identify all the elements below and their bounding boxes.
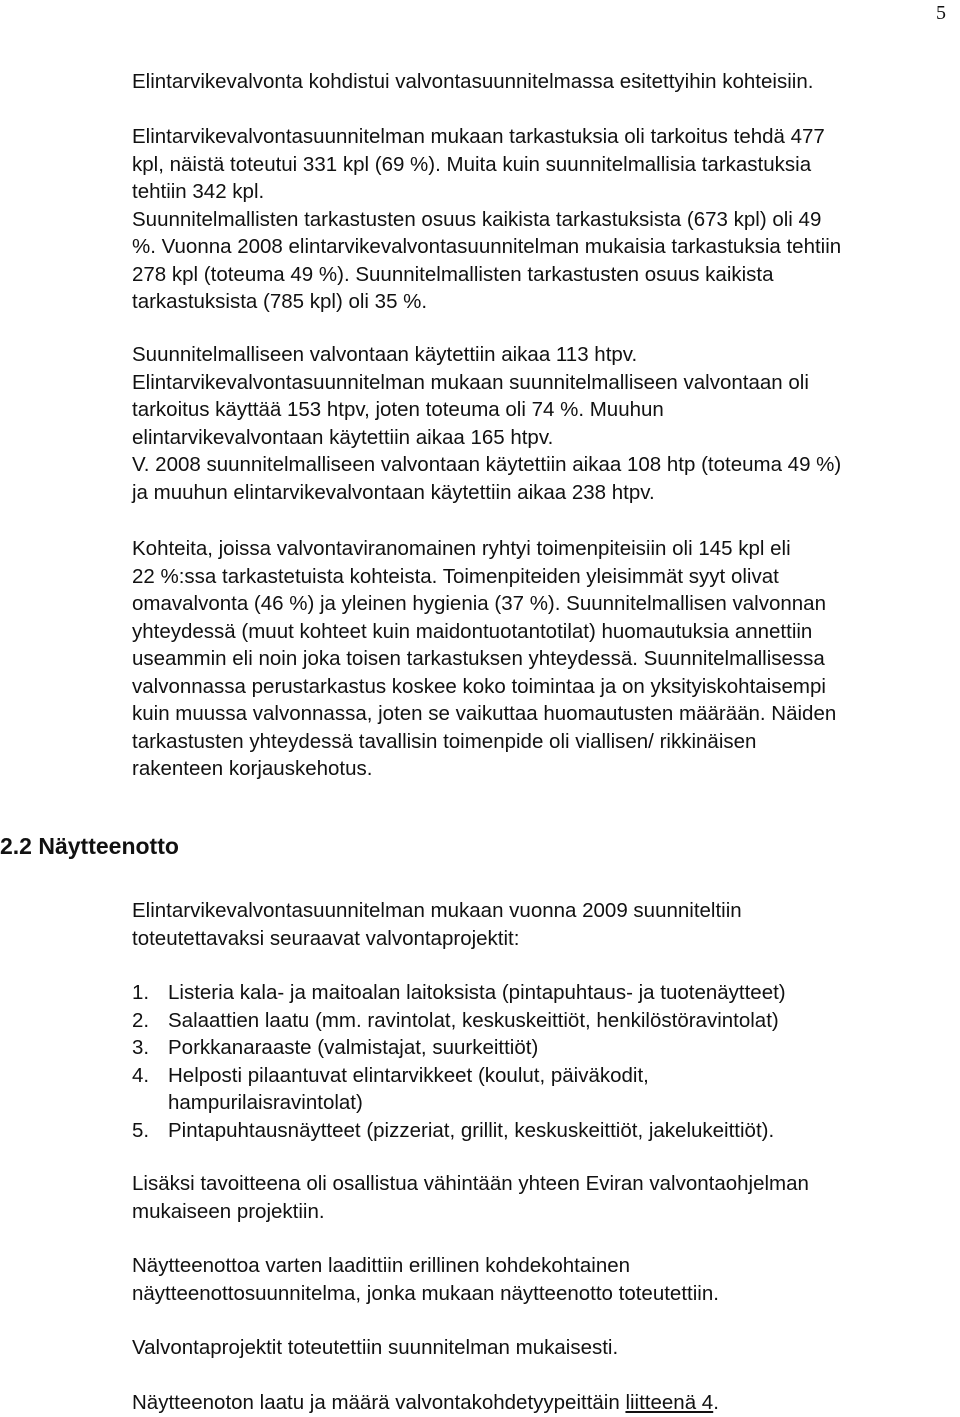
text-line: Näytteenottoa varten laadittiin erillinen kohdekohtainen <box>132 1254 631 1277</box>
list-text: Helposti pilaantuvat elintarvikkeet (koulut, päiväkodit, <box>168 1063 649 1087</box>
text-line: tarkastuksista (785 kpl) oli 35 %. <box>132 290 428 313</box>
text-line: 278 kpl (toteuma 49 %). Suunnitelmallisten tarkastusten osuus kaikista <box>132 262 774 286</box>
paragraph-8 <box>132 1334 932 1362</box>
list-item <box>132 1117 786 1145</box>
text-line: rakenteen korjauskehotus. <box>132 757 373 780</box>
text-line: V. 2008 suunnitelmalliseen valvontaan käytettiin aikaa 108 htp (toteuma 49 %) <box>132 453 842 476</box>
list-item <box>132 1007 786 1035</box>
text-line: Elintarvikevalvontasuunnitelman mukaan suunnitelmalliseen valvontaan oli <box>132 370 809 394</box>
list-item <box>132 1062 786 1117</box>
text-line: elintarvikevalvontaan käytettiin aikaa 165 htpv. <box>132 425 554 449</box>
list-number: 3. <box>132 1036 150 1059</box>
section-heading: 2.2 Näytteenotto <box>0 833 179 859</box>
appendix-link[interactable]: liitteenä 4 <box>625 1391 714 1414</box>
list-item <box>132 979 786 1007</box>
text-segment: Näytteenoton laatu ja määrä valvontakohdetyypeittäin <box>132 1391 626 1414</box>
text-line: Suunnitelmalliseen valvontaan käytettiin aikaa 113 htpv. <box>132 343 638 366</box>
text-segment: . <box>713 1391 719 1414</box>
text-line: kuin muussa valvonnassa, joten se vaikuttaa huomautusten määrään. Näiden <box>132 702 837 725</box>
paragraph-9 <box>132 1389 932 1417</box>
paragraph-5 <box>132 897 932 952</box>
list-text: Porkkanaraaste (valmistajat, suurkeittiöt) <box>168 1036 539 1059</box>
text-line: Elintarvikevalvontasuunnitelman mukaan tarkastuksia oli tarkoitus tehdä 477 <box>132 125 825 148</box>
text-line: ja muuhun elintarvikevalvontaan käytettiin aikaa 238 htpv. <box>132 480 655 504</box>
project-list <box>132 979 786 1144</box>
list-number: 2. <box>132 1008 150 1032</box>
list-number: 1. <box>132 981 150 1004</box>
paragraph-4 <box>132 535 932 783</box>
text-line: Kohteita, joissa valvontaviranomainen ryhtyi toimenpiteisiin oli 145 kpl eli <box>132 537 791 560</box>
page-number: 5 <box>936 2 946 24</box>
text-line: tarkastusten yhteydessä tavallisin toimenpide oli viallisen/ rikkinäisen <box>132 729 757 753</box>
text-line: Elintarvikevalvontasuunnitelman mukaan vuonna 2009 suunniteltiin <box>132 899 742 922</box>
paragraph-2 <box>132 123 932 316</box>
list-number: 5. <box>132 1118 150 1142</box>
text-line: Valvontaprojektit toteutettiin suunnitelman mukaisesti. <box>132 1336 619 1359</box>
paragraph-1 <box>132 68 932 96</box>
list-text: Salaattien laatu (mm. ravintolat, keskuskeittiöt, henkilöstöravintolat) <box>168 1008 779 1032</box>
list-item <box>132 1034 786 1062</box>
text-line: 22 %:ssa tarkastetuista kohteista. Toimenpiteiden yleisimmät syyt olivat <box>132 564 779 588</box>
text-line: valvonnassa perustarkastus koskee koko toimintaa ja on yksityiskohtaisempi <box>132 674 826 698</box>
text-line: Suunnitelmallisten tarkastusten osuus kaikista tarkastuksista (673 kpl) oli 49 <box>132 207 822 231</box>
list-text: Listeria kala- ja maitoalan laitoksista (pintapuhtaus- ja tuotenäytteet) <box>168 981 786 1004</box>
list-text: hampurilaisravintolat) <box>168 1091 363 1114</box>
text-line: useammin eli noin joka toisen tarkastuksen yhteydessä. Suunnitelmallisessa <box>132 647 825 670</box>
list-text: Pintapuhtausnäytteet (pizzeriat, grillit, keskuskeittiöt, jakelukeittiöt). <box>168 1118 775 1142</box>
text-line: toteutettavaksi seuraavat valvontaprojektit: <box>132 926 520 950</box>
text-line: %. Vuonna 2008 elintarvikevalvontasuunnitelman mukaisia tarkastuksia tehtiin <box>132 235 842 258</box>
text-line: Lisäksi tavoitteena oli osallistua vähintään yhteen Eviran valvontaohjelman <box>132 1172 809 1195</box>
text-line: omavalvonta (46 %) ja yleinen hygienia (37 %). Suunnitelmallisen valvonnan <box>132 592 826 615</box>
text-line: kpl, näistä toteutui 331 kpl (69 %). Muita kuin suunnitelmallisia tarkastuksia <box>132 152 812 176</box>
paragraph-7 <box>132 1252 932 1307</box>
text-line: mukaiseen projektiin. <box>132 1199 325 1223</box>
text-line: näytteenottosuunnitelma, jonka mukaan näytteenotto toteutettiin. <box>132 1281 719 1305</box>
text-line: tehtiin 342 kpl. <box>132 180 265 203</box>
text-line: tarkoitus käyttää 153 htpv, joten toteuma oli 74 %. Muuhun <box>132 398 664 421</box>
text-line: yhteydessä (muut kohteet kuin maidontuotantotilat) huomautuksia annettiin <box>132 619 813 643</box>
list-number: 4. <box>132 1063 150 1087</box>
text-line: Elintarvikevalvonta kohdistui valvontasuunnitelmassa esitettyihin kohteisiin. <box>132 70 814 93</box>
paragraph-3 <box>132 341 932 506</box>
paragraph-6 <box>132 1170 932 1225</box>
